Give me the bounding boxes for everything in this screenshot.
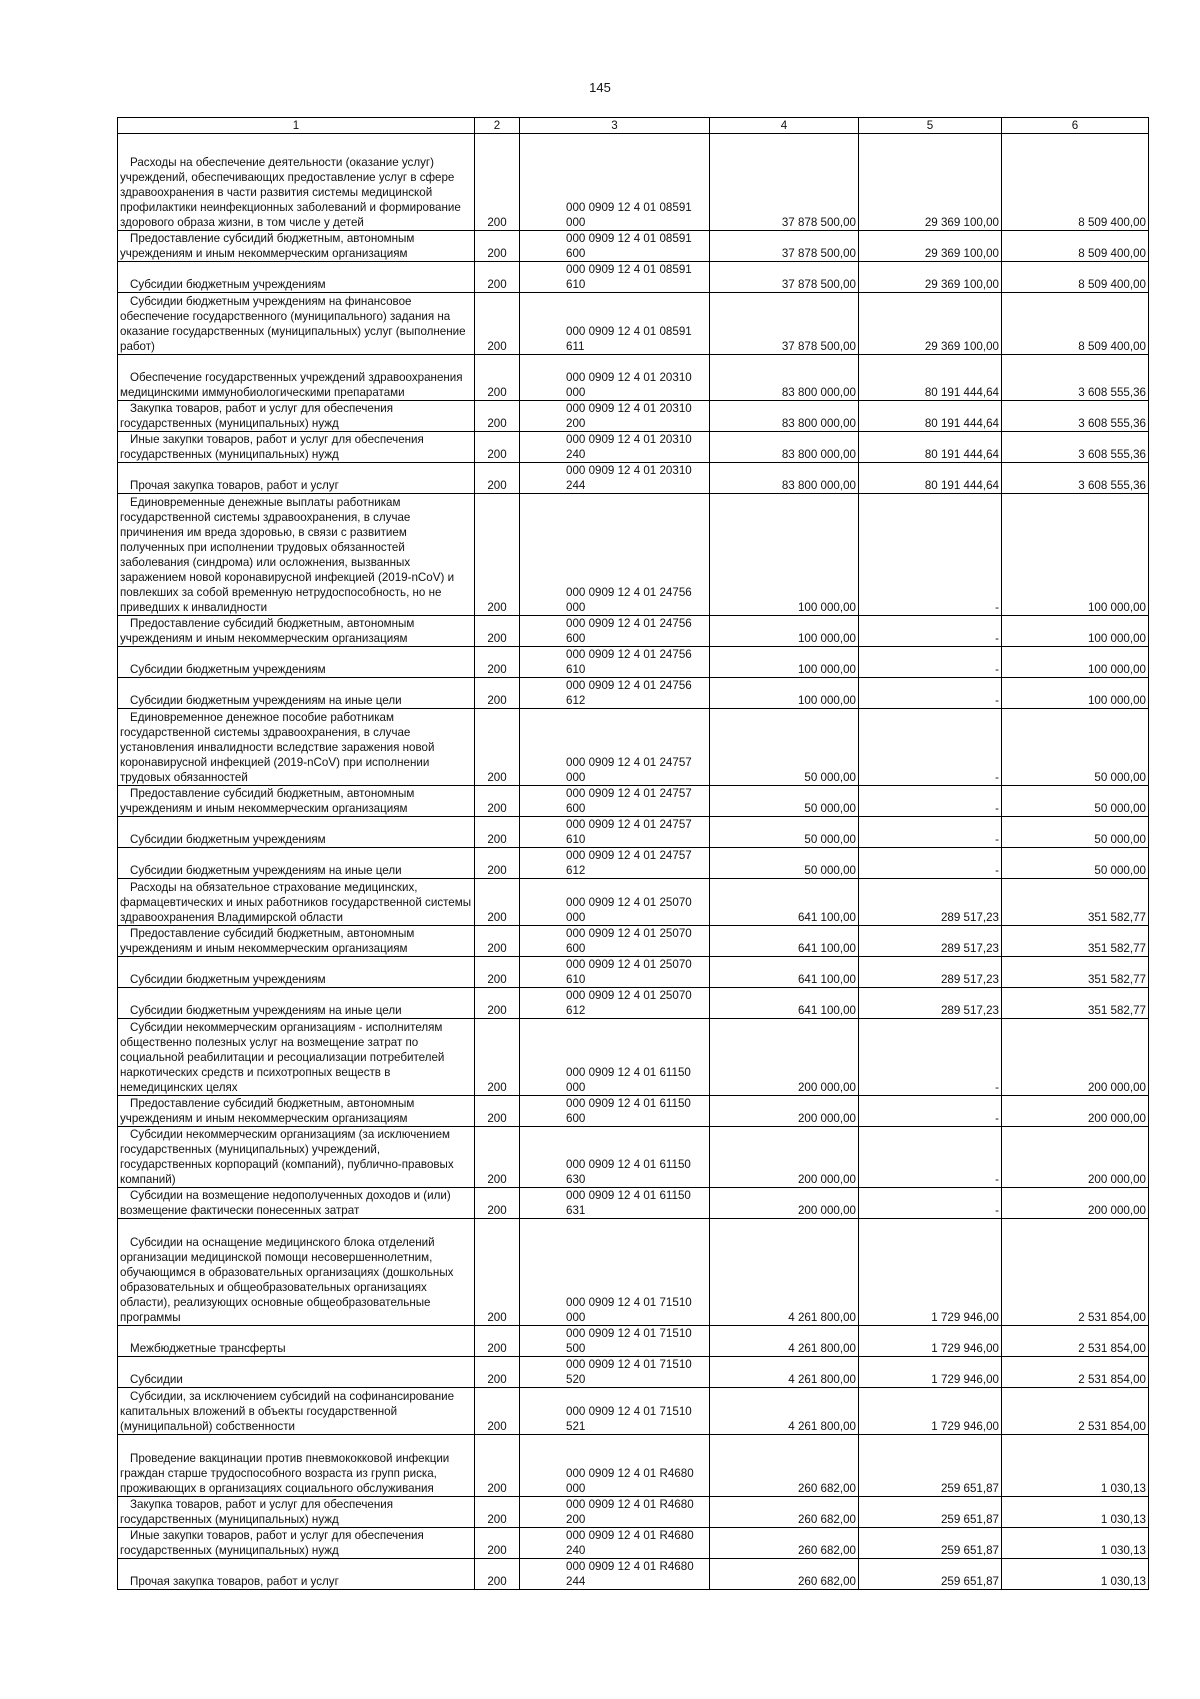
row-budget-code: 000 0909 12 4 01 24756 600 <box>520 616 710 647</box>
row-approved-amount: 37 878 500,00 <box>710 134 859 231</box>
row-executed-amount: 1 729 946,00 <box>859 1388 1002 1435</box>
row-name: Предоставление субсидий бюджетным, автономным учреждениям и иным некоммерческим организациям <box>120 1097 415 1125</box>
row-name-cell <box>118 709 475 786</box>
row-unexecuted-amount: 50 000,00 <box>1002 848 1149 879</box>
row-name: Субсидии бюджетным учреждениям на иные цели <box>130 1004 402 1017</box>
row-unexecuted-amount: 200 000,00 <box>1002 1127 1149 1188</box>
row-approved-amount: 37 878 500,00 <box>710 262 859 293</box>
row-line-code: 200 <box>475 616 520 647</box>
row-executed-amount: 289 517,23 <box>859 988 1002 1019</box>
row-name: Закупка товаров, работ и услуг для обеспечения государственных (муниципальных) нужд <box>120 1498 393 1526</box>
row-line-code: 200 <box>475 709 520 786</box>
row-name-cell <box>118 1188 475 1219</box>
row-name-cell <box>118 401 475 432</box>
row-name: Субсидии бюджетным учреждениям <box>130 973 326 986</box>
row-approved-amount: 260 682,00 <box>710 1435 859 1497</box>
row-name: Закупка товаров, работ и услуг для обеспечения государственных (муниципальных) нужд <box>120 402 393 430</box>
row-line-code: 200 <box>475 1188 520 1219</box>
row-unexecuted-amount: 351 582,77 <box>1002 926 1149 957</box>
row-name-cell <box>118 926 475 957</box>
row-budget-code: 000 0909 12 4 01 08591 600 <box>520 231 710 262</box>
row-unexecuted-amount: 50 000,00 <box>1002 786 1149 817</box>
row-approved-amount: 37 878 500,00 <box>710 293 859 355</box>
row-unexecuted-amount: 1 030,13 <box>1002 1528 1149 1559</box>
row-unexecuted-amount: 2 531 854,00 <box>1002 1219 1149 1326</box>
row-executed-amount: - <box>859 647 1002 678</box>
row-line-code: 200 <box>475 432 520 463</box>
row-approved-amount: 83 800 000,00 <box>710 355 859 401</box>
row-budget-code: 000 0909 12 4 01 20310 244 <box>520 463 710 494</box>
row-line-code: 200 <box>475 1528 520 1559</box>
table-row <box>118 1497 1149 1528</box>
row-budget-code: 000 0909 12 4 01 61150 000 <box>520 1019 710 1096</box>
row-name-cell <box>118 1096 475 1127</box>
row-name-cell <box>118 1357 475 1388</box>
row-name: Субсидии бюджетным учреждениям <box>130 833 326 846</box>
row-executed-amount: - <box>859 494 1002 616</box>
row-approved-amount: 100 000,00 <box>710 494 859 616</box>
row-line-code: 200 <box>475 1497 520 1528</box>
table-row <box>118 463 1149 494</box>
row-name-cell <box>118 786 475 817</box>
row-unexecuted-amount: 1 030,13 <box>1002 1435 1149 1497</box>
row-line-code: 200 <box>475 231 520 262</box>
row-approved-amount: 4 261 800,00 <box>710 1388 859 1435</box>
row-unexecuted-amount: 1 030,13 <box>1002 1559 1149 1590</box>
row-line-code: 200 <box>475 1357 520 1388</box>
row-budget-code: 000 0909 12 4 01 71510 000 <box>520 1219 710 1326</box>
row-budget-code: 000 0909 12 4 01 25070 612 <box>520 988 710 1019</box>
table-row <box>118 1528 1149 1559</box>
table-row <box>118 1127 1149 1188</box>
row-unexecuted-amount: 100 000,00 <box>1002 494 1149 616</box>
row-approved-amount: 4 261 800,00 <box>710 1357 859 1388</box>
table-row <box>118 494 1149 616</box>
column-header-4: 4 <box>710 118 859 134</box>
row-budget-code: 000 0909 12 4 01 08591 000 <box>520 134 710 231</box>
row-line-code: 200 <box>475 494 520 616</box>
row-approved-amount: 260 682,00 <box>710 1497 859 1528</box>
table-row <box>118 1219 1149 1326</box>
row-name-cell <box>118 879 475 926</box>
column-header-2: 2 <box>475 118 520 134</box>
row-executed-amount: 1 729 946,00 <box>859 1357 1002 1388</box>
row-name-cell <box>118 1497 475 1528</box>
row-unexecuted-amount: 50 000,00 <box>1002 817 1149 848</box>
table-row <box>118 1019 1149 1096</box>
row-approved-amount: 50 000,00 <box>710 786 859 817</box>
row-approved-amount: 641 100,00 <box>710 957 859 988</box>
row-name-cell <box>118 1528 475 1559</box>
row-budget-code: 000 0909 12 4 01 25070 610 <box>520 957 710 988</box>
row-executed-amount: - <box>859 616 1002 647</box>
row-approved-amount: 83 800 000,00 <box>710 432 859 463</box>
table-row <box>118 1388 1149 1435</box>
table-row <box>118 957 1149 988</box>
row-line-code: 200 <box>475 647 520 678</box>
row-executed-amount: 80 191 444,64 <box>859 463 1002 494</box>
row-name: Субсидии, за исключением субсидий на софинансирование капитальных вложений в объекты государственной (муниципальной) собственности <box>120 1390 455 1433</box>
table-row <box>118 1096 1149 1127</box>
row-line-code: 200 <box>475 926 520 957</box>
row-name: Единовременное денежное пособие работникам государственной системы здравоохранения, в случае установления инвалидности вследствие заражения новой коронавирусной инфекцией (2019-nCoV) при исполнении трудовых обязанностей <box>120 711 435 784</box>
row-unexecuted-amount: 1 030,13 <box>1002 1497 1149 1528</box>
row-approved-amount: 50 000,00 <box>710 848 859 879</box>
row-approved-amount: 200 000,00 <box>710 1096 859 1127</box>
row-budget-code: 000 0909 12 4 01 20310 000 <box>520 355 710 401</box>
row-unexecuted-amount: 100 000,00 <box>1002 678 1149 709</box>
row-executed-amount: - <box>859 709 1002 786</box>
table-row <box>118 817 1149 848</box>
row-budget-code: 000 0909 12 4 01 24756 000 <box>520 494 710 616</box>
row-name-cell <box>118 1388 475 1435</box>
row-name: Межбюджетные трансферты <box>130 1342 286 1355</box>
row-executed-amount: - <box>859 1127 1002 1188</box>
row-unexecuted-amount: 100 000,00 <box>1002 647 1149 678</box>
row-name-cell <box>118 1326 475 1357</box>
row-name-cell <box>118 647 475 678</box>
row-line-code: 200 <box>475 1435 520 1497</box>
row-approved-amount: 50 000,00 <box>710 709 859 786</box>
row-executed-amount: 29 369 100,00 <box>859 293 1002 355</box>
table-row <box>118 1435 1149 1497</box>
row-executed-amount: - <box>859 817 1002 848</box>
row-name-cell <box>118 463 475 494</box>
row-name-cell <box>118 355 475 401</box>
row-name-cell <box>118 134 475 231</box>
row-name: Расходы на обеспечение деятельности (оказание услуг) учреждений, обеспечивающих предоставление услуг в сфере здравоохранения в части развития системы медицинской профилактики неинфекционных заболеваний и формирование здорового образа жизни, в том числе у детей <box>120 156 461 229</box>
row-line-code: 200 <box>475 879 520 926</box>
row-name: Иные закупки товаров, работ и услуг для обеспечения государственных (муниципальных) нужд <box>120 433 424 461</box>
row-executed-amount: 259 651,87 <box>859 1559 1002 1590</box>
row-line-code: 200 <box>475 293 520 355</box>
table-row <box>118 848 1149 879</box>
row-executed-amount: 80 191 444,64 <box>859 432 1002 463</box>
row-unexecuted-amount: 8 509 400,00 <box>1002 134 1149 231</box>
row-line-code: 200 <box>475 1326 520 1357</box>
row-name-cell <box>118 262 475 293</box>
row-unexecuted-amount: 8 509 400,00 <box>1002 293 1149 355</box>
row-line-code: 200 <box>475 957 520 988</box>
row-name: Субсидии бюджетным учреждениям <box>130 663 326 676</box>
row-unexecuted-amount: 200 000,00 <box>1002 1188 1149 1219</box>
row-budget-code: 000 0909 12 4 01 71510 520 <box>520 1357 710 1388</box>
table-row <box>118 355 1149 401</box>
row-approved-amount: 4 261 800,00 <box>710 1219 859 1326</box>
row-unexecuted-amount: 351 582,77 <box>1002 988 1149 1019</box>
row-name-cell <box>118 957 475 988</box>
row-budget-code: 000 0909 12 4 01 R4680 240 <box>520 1528 710 1559</box>
row-executed-amount: 289 517,23 <box>859 926 1002 957</box>
table-row <box>118 709 1149 786</box>
row-executed-amount: - <box>859 1096 1002 1127</box>
table-row <box>118 988 1149 1019</box>
row-name: Предоставление субсидий бюджетным, автономным учреждениям и иным некоммерческим организациям <box>120 232 415 260</box>
row-unexecuted-amount: 200 000,00 <box>1002 1096 1149 1127</box>
row-line-code: 200 <box>475 134 520 231</box>
row-approved-amount: 641 100,00 <box>710 879 859 926</box>
row-approved-amount: 83 800 000,00 <box>710 401 859 432</box>
row-budget-code: 000 0909 12 4 01 61150 600 <box>520 1096 710 1127</box>
row-name: Предоставление субсидий бюджетным, автономным учреждениям и иным некоммерческим организациям <box>120 617 415 645</box>
row-name-cell <box>118 1559 475 1590</box>
row-name-cell <box>118 293 475 355</box>
row-unexecuted-amount: 50 000,00 <box>1002 709 1149 786</box>
row-executed-amount: 29 369 100,00 <box>859 231 1002 262</box>
row-executed-amount: 259 651,87 <box>859 1435 1002 1497</box>
row-unexecuted-amount: 3 608 555,36 <box>1002 355 1149 401</box>
row-approved-amount: 260 682,00 <box>710 1559 859 1590</box>
row-unexecuted-amount: 2 531 854,00 <box>1002 1357 1149 1388</box>
row-name-cell <box>118 231 475 262</box>
row-approved-amount: 641 100,00 <box>710 926 859 957</box>
row-name-cell <box>118 817 475 848</box>
row-name: Субсидии бюджетным учреждениям на иные цели <box>130 694 402 707</box>
row-unexecuted-amount: 351 582,77 <box>1002 879 1149 926</box>
row-name: Прочая закупка товаров, работ и услуг <box>130 1575 339 1588</box>
row-name: Субсидии бюджетным учреждениям на финансовое обеспечение государственного (муниципального) задания на оказание государственных (муниципальных) услуг (выполнение работ) <box>120 295 466 353</box>
row-name: Субсидии некоммерческим организациям (за исключением государственных (муниципальных) учреждений, государственных корпораций (компаний), публично-правовых компаний) <box>120 1128 454 1186</box>
row-name: Единовременные денежные выплаты работникам государственной системы здравоохранения, в случае причинения им вреда здоровью, в связи с развитием полученных при исполнении трудовых обязанностей заболевания (синдрома) или осложнения, вызванных заражением новой коронавирусной инфекцией (2019-nCoV) и повлекших за собой временную нетрудоспособность, но не приведших к инвалидности <box>120 496 455 614</box>
row-budget-code: 000 0909 12 4 01 71510 500 <box>520 1326 710 1357</box>
row-approved-amount: 200 000,00 <box>710 1019 859 1096</box>
row-name: Субсидии некоммерческим организациям - исполнителям общественно полезных услуг на возмещение затрат по социальной реабилитации и ресоциализации потребителей наркотических средств и психотропных веществ в немедицинских целях <box>120 1021 445 1094</box>
row-approved-amount: 4 261 800,00 <box>710 1326 859 1357</box>
row-approved-amount: 200 000,00 <box>710 1127 859 1188</box>
column-header-5: 5 <box>859 118 1002 134</box>
table-row <box>118 879 1149 926</box>
row-name: Проведение вакцинации против пневмококковой инфекции граждан старше трудоспособного возраста из групп риска, проживающих в организациях социального обслуживания <box>120 1452 450 1495</box>
row-name: Предоставление субсидий бюджетным, автономным учреждениям и иным некоммерческим организациям <box>120 927 415 955</box>
row-unexecuted-amount: 3 608 555,36 <box>1002 432 1149 463</box>
row-budget-code: 000 0909 12 4 01 R4680 200 <box>520 1497 710 1528</box>
row-name: Субсидии на возмещение недополученных доходов и (или) возмещение фактически понесенных затрат <box>120 1189 451 1217</box>
row-name-cell <box>118 848 475 879</box>
row-executed-amount: 259 651,87 <box>859 1497 1002 1528</box>
row-line-code: 200 <box>475 988 520 1019</box>
row-line-code: 200 <box>475 355 520 401</box>
row-budget-code: 000 0909 12 4 01 R4680 244 <box>520 1559 710 1590</box>
row-unexecuted-amount: 351 582,77 <box>1002 957 1149 988</box>
row-unexecuted-amount: 8 509 400,00 <box>1002 231 1149 262</box>
row-budget-code: 000 0909 12 4 01 20310 200 <box>520 401 710 432</box>
row-name: Субсидии <box>130 1373 183 1386</box>
table-row <box>118 616 1149 647</box>
table-row <box>118 1188 1149 1219</box>
row-executed-amount: 80 191 444,64 <box>859 401 1002 432</box>
row-budget-code: 000 0909 12 4 01 61150 631 <box>520 1188 710 1219</box>
row-name-cell <box>118 494 475 616</box>
row-unexecuted-amount: 8 509 400,00 <box>1002 262 1149 293</box>
row-name-cell <box>118 432 475 463</box>
row-budget-code: 000 0909 12 4 01 24757 000 <box>520 709 710 786</box>
row-line-code: 200 <box>475 262 520 293</box>
row-name-cell <box>118 1219 475 1326</box>
row-name-cell <box>118 988 475 1019</box>
budget-table <box>117 117 1149 1590</box>
row-budget-code: 000 0909 12 4 01 25070 000 <box>520 879 710 926</box>
table-row <box>118 293 1149 355</box>
column-header-3: 3 <box>520 118 710 134</box>
row-budget-code: 000 0909 12 4 01 08591 611 <box>520 293 710 355</box>
table-row <box>118 647 1149 678</box>
row-budget-code: 000 0909 12 4 01 24757 612 <box>520 848 710 879</box>
page-number: 145 <box>589 80 611 95</box>
row-executed-amount: 289 517,23 <box>859 879 1002 926</box>
row-approved-amount: 37 878 500,00 <box>710 231 859 262</box>
row-executed-amount: - <box>859 1019 1002 1096</box>
row-name-cell <box>118 1435 475 1497</box>
row-executed-amount: 1 729 946,00 <box>859 1326 1002 1357</box>
row-executed-amount: 1 729 946,00 <box>859 1219 1002 1326</box>
row-line-code: 200 <box>475 1127 520 1188</box>
row-line-code: 200 <box>475 1019 520 1096</box>
row-name: Иные закупки товаров, работ и услуг для обеспечения государственных (муниципальных) нужд <box>120 1529 424 1557</box>
row-approved-amount: 100 000,00 <box>710 647 859 678</box>
row-name-cell <box>118 1019 475 1096</box>
row-name: Обеспечение государственных учреждений здравоохранения медицинскими иммунобиологическими препаратами <box>120 371 463 399</box>
row-executed-amount: 289 517,23 <box>859 957 1002 988</box>
row-name: Субсидии бюджетным учреждениям <box>130 278 326 291</box>
row-line-code: 200 <box>475 786 520 817</box>
row-budget-code: 000 0909 12 4 01 71510 521 <box>520 1388 710 1435</box>
row-approved-amount: 50 000,00 <box>710 817 859 848</box>
row-budget-code: 000 0909 12 4 01 20310 240 <box>520 432 710 463</box>
row-budget-code: 000 0909 12 4 01 24756 610 <box>520 647 710 678</box>
row-name: Предоставление субсидий бюджетным, автономным учреждениям и иным некоммерческим организациям <box>120 787 415 815</box>
table-row <box>118 1326 1149 1357</box>
row-name: Субсидии бюджетным учреждениям на иные цели <box>130 864 402 877</box>
row-unexecuted-amount: 2 531 854,00 <box>1002 1326 1149 1357</box>
row-line-code: 200 <box>475 848 520 879</box>
row-budget-code: 000 0909 12 4 01 24756 612 <box>520 678 710 709</box>
row-approved-amount: 260 682,00 <box>710 1528 859 1559</box>
row-line-code: 200 <box>475 1096 520 1127</box>
row-approved-amount: 83 800 000,00 <box>710 463 859 494</box>
row-approved-amount: 100 000,00 <box>710 616 859 647</box>
table-row <box>118 1357 1149 1388</box>
row-executed-amount: - <box>859 1188 1002 1219</box>
table-row <box>118 786 1149 817</box>
row-line-code: 200 <box>475 463 520 494</box>
row-executed-amount: - <box>859 848 1002 879</box>
column-header-1: 1 <box>118 118 475 134</box>
table-row <box>118 134 1149 231</box>
row-line-code: 200 <box>475 678 520 709</box>
row-approved-amount: 200 000,00 <box>710 1188 859 1219</box>
row-name-cell <box>118 678 475 709</box>
row-line-code: 200 <box>475 1388 520 1435</box>
row-name: Субсидии на оснащение медицинского блока отделений организации медицинской помощи несовершеннолетним, обучающимся в образовательных организациях (дошкольных образовательных и общеобразовательных организациях области), реализующих основные общеобразовательные программы <box>120 1236 454 1324</box>
table-row <box>118 401 1149 432</box>
row-unexecuted-amount: 2 531 854,00 <box>1002 1388 1149 1435</box>
column-header-6: 6 <box>1002 118 1149 134</box>
row-budget-code: 000 0909 12 4 01 25070 600 <box>520 926 710 957</box>
table-row <box>118 262 1149 293</box>
row-budget-code: 000 0909 12 4 01 24757 600 <box>520 786 710 817</box>
row-executed-amount: 259 651,87 <box>859 1528 1002 1559</box>
row-line-code: 200 <box>475 1219 520 1326</box>
row-approved-amount: 641 100,00 <box>710 988 859 1019</box>
row-line-code: 200 <box>475 817 520 848</box>
row-budget-code: 000 0909 12 4 01 R4680 000 <box>520 1435 710 1497</box>
row-unexecuted-amount: 3 608 555,36 <box>1002 463 1149 494</box>
budget-table-body <box>118 118 1149 1590</box>
row-line-code: 200 <box>475 1559 520 1590</box>
row-budget-code: 000 0909 12 4 01 24757 610 <box>520 817 710 848</box>
row-executed-amount: 29 369 100,00 <box>859 134 1002 231</box>
table-row <box>118 231 1149 262</box>
row-executed-amount: - <box>859 786 1002 817</box>
row-name-cell <box>118 1127 475 1188</box>
table-row <box>118 926 1149 957</box>
row-budget-code: 000 0909 12 4 01 08591 610 <box>520 262 710 293</box>
row-name: Расходы на обязательное страхование медицинских, фармацевтических и иных работников государственной системы здравоохранения Владимирской области <box>120 881 472 924</box>
row-name-cell <box>118 616 475 647</box>
row-line-code: 200 <box>475 401 520 432</box>
row-executed-amount: 29 369 100,00 <box>859 262 1002 293</box>
row-unexecuted-amount: 200 000,00 <box>1002 1019 1149 1096</box>
row-approved-amount: 100 000,00 <box>710 678 859 709</box>
table-row <box>118 678 1149 709</box>
row-executed-amount: 80 191 444,64 <box>859 355 1002 401</box>
column-number-row <box>118 118 1149 134</box>
row-budget-code: 000 0909 12 4 01 61150 630 <box>520 1127 710 1188</box>
table-row <box>118 432 1149 463</box>
row-executed-amount: - <box>859 678 1002 709</box>
row-unexecuted-amount: 3 608 555,36 <box>1002 401 1149 432</box>
row-name: Прочая закупка товаров, работ и услуг <box>130 479 339 492</box>
table-row <box>118 1559 1149 1590</box>
row-unexecuted-amount: 100 000,00 <box>1002 616 1149 647</box>
